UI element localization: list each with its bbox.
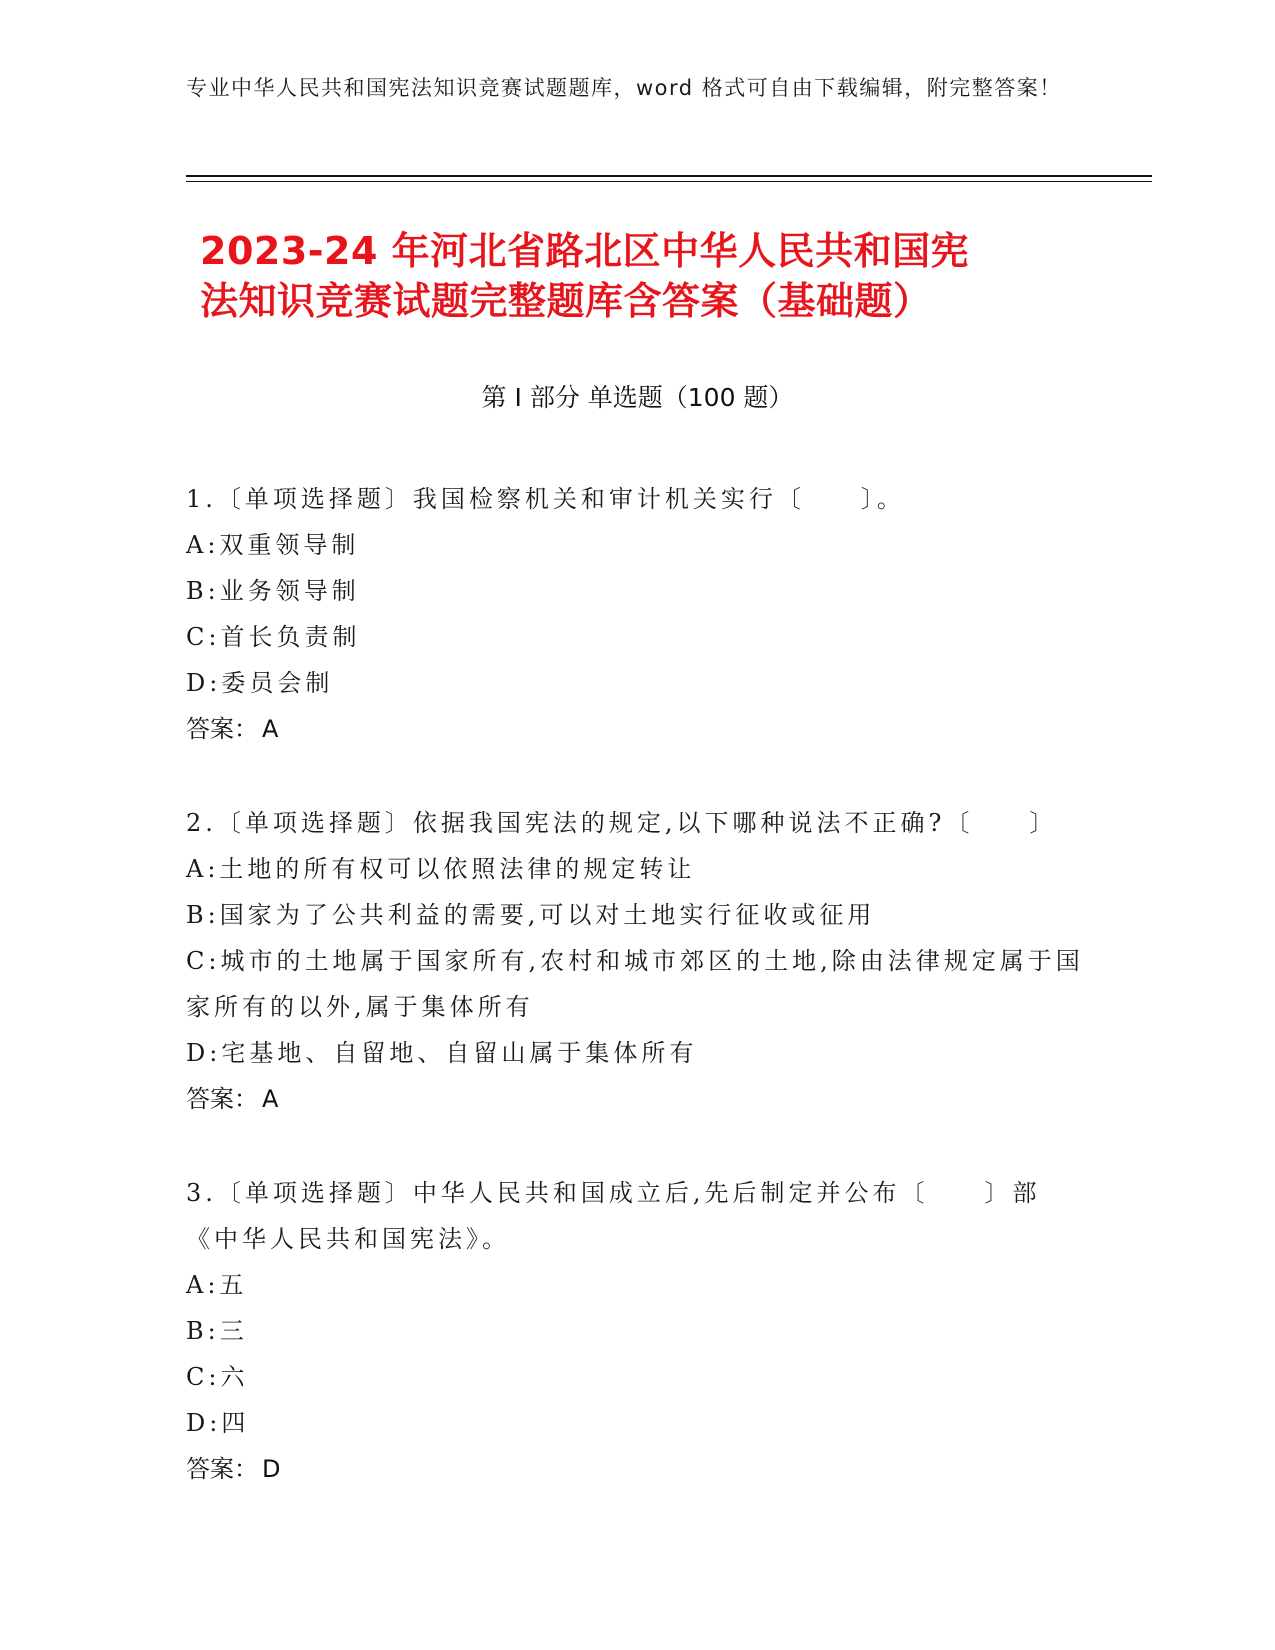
answer-value: D [262, 1455, 281, 1483]
option-a: A:五 [186, 1271, 248, 1299]
option-a: A:土地的所有权可以依照法律的规定转让 [186, 855, 696, 883]
option-c: C:首长负责制 [186, 623, 361, 651]
question-list [186, 476, 1086, 1540]
document-title-line-1: 2023-24 年河北省路北区中华人民共和国宪 [200, 229, 970, 273]
answer-line [186, 706, 1086, 752]
answer-value: A [262, 715, 279, 743]
option-a: A:双重领导制 [186, 531, 360, 559]
header-divider-thin [186, 181, 1152, 182]
document-title-line-2: 法知识竞赛试题完整题库含答案（基础题） [200, 279, 932, 323]
answer-label: 答案： [186, 715, 258, 743]
answer-label: 答案： [186, 1085, 258, 1113]
option-b: B:国家为了公共利益的需要,可以对土地实行征收或征用 [186, 901, 876, 929]
question-stem: 3.〔单项选择题〕中华人民共和国成立后,先后制定并公布〔 〕部《中华人民共和国宪法》。 [186, 1179, 1041, 1253]
question-1 [186, 476, 1086, 752]
question-stem: 1.〔单项选择题〕我国检察机关和审计机关实行〔 〕。 [186, 485, 905, 513]
answer-label: 答案： [186, 1455, 258, 1483]
answer-value: A [262, 1085, 279, 1113]
document-title [200, 226, 1100, 326]
option-c: C:六 [186, 1363, 249, 1391]
option-d: D:宅基地、自留地、自留山属于集体所有 [186, 1039, 698, 1067]
answer-line [186, 1076, 1086, 1122]
option-d: D:四 [186, 1409, 250, 1437]
question-stem: 2.〔单项选择题〕依据我国宪法的规定,以下哪种说法不正确?〔 〕 [186, 809, 1058, 837]
header-divider-thick [186, 175, 1152, 177]
question-2 [186, 800, 1086, 1122]
option-b: B:三 [186, 1317, 248, 1345]
question-3 [186, 1170, 1086, 1492]
header-note: 专业中华人民共和国宪法知识竞赛试题题库，word 格式可自由下载编辑，附完整答案！ [186, 76, 1062, 100]
answer-line [186, 1446, 1086, 1492]
option-c: C:城市的土地属于国家所有,农村和城市郊区的土地,除由法律规定属于国家所有的以外,属于集体所有 [186, 947, 1084, 1021]
option-d: D:委员会制 [186, 669, 334, 697]
option-b: B:业务领导制 [186, 577, 360, 605]
section-title: 第 I 部分 单选题（100 题） [481, 383, 794, 412]
